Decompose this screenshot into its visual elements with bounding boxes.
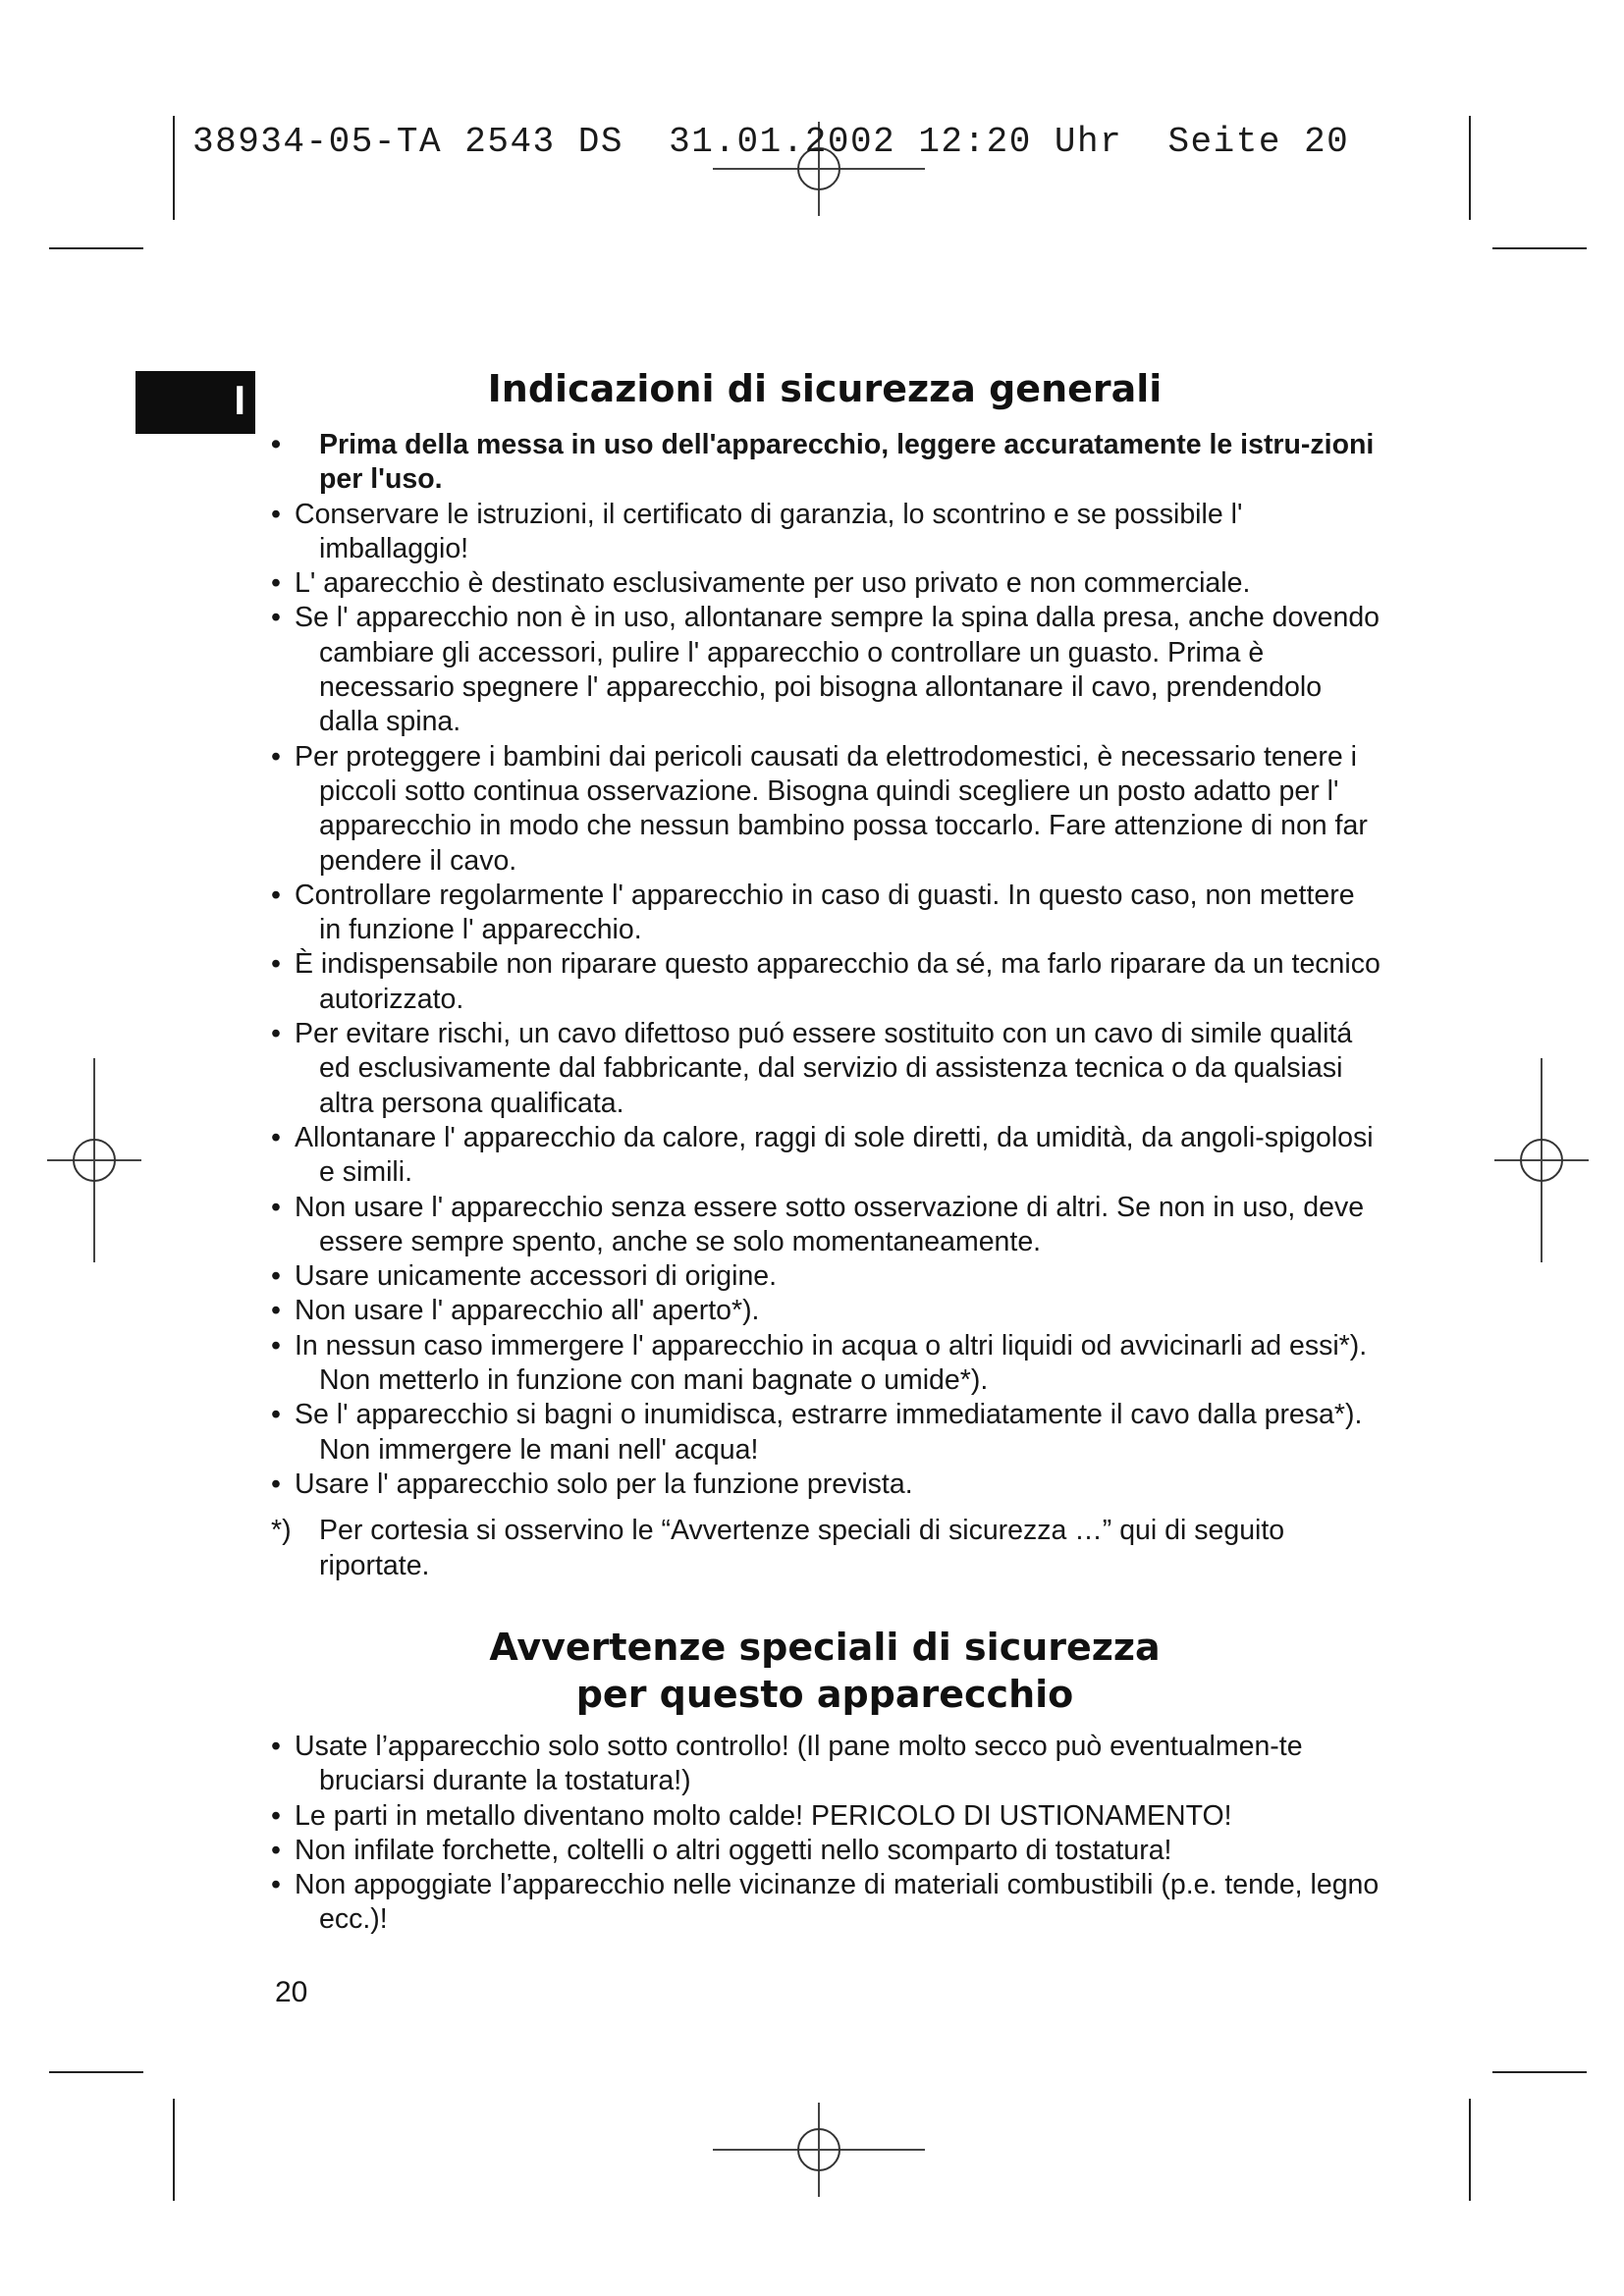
list-item: • Se l' apparecchio non è in uso, allontanare sempre la spina dalla presa, anche dovendo cambiare gli accessori, pulire l' apparecchio o controllare un guasto. Prima è necessario spegnere l' apparecchio, poi bisogna allontanare il cavo, prendendolo dalla spina. (271, 602, 1380, 738)
list-item: • Per evitare rischi, un cavo difettoso puó essere sostituito con un cavo di simile qualitá ed esclusivamente dal fabbricante, dal servizio di assistenza tecnica o da qualsiasi altra persona qualificata. (271, 1018, 1353, 1119)
crop-mark-left-top (49, 247, 143, 249)
section-title-line-1: Avvertenze speciali di sicurezza (489, 1626, 1161, 1669)
list-item: • Non usare l' apparecchio all' aperto*). (271, 1295, 760, 1327)
list-item: • Le parti in metallo diventano molto calde! PERICOLO DI USTIONAMENTO! (271, 1799, 1232, 1832)
registration-mark-left (47, 1113, 141, 1207)
list-item: • Allontanare l' apparecchio da calore, raggi di sole diretti, da umidità, da angoli-spigolosi e simili. (271, 1121, 1374, 1189)
printer-slug-line: 38934-05-TA 2543 DS 31.01.2002 12:20 Uhr Seite 20 (192, 122, 1350, 162)
footnote-marker: *) (271, 1515, 292, 1547)
list-item: • Usare unicamente accessori di origine. (271, 1260, 778, 1293)
list-item: • In nessun caso immergere l' apparecchio in acqua o altri liquidi od avvicinarli ad essi*). Non metterlo in funzione con mani bagnate o umide*). (271, 1329, 1368, 1397)
section-title-special-warnings (255, 1624, 1394, 1718)
section-title-line-2: per questo apparecchio (575, 1673, 1074, 1716)
list-item: • Non usare l' apparecchio senza essere sotto osservazione di altri. Se non in uso, deve essere sempre spento, anche se solo momentaneamente. (271, 1191, 1365, 1257)
list-item: • Per proteggere i bambini dai pericoli causati da elettrodomestici, è necessario tenere i piccoli sotto continua osservazione. Bisogna quindi scegliere un posto adatto per l' apparecchio in modo che nessun bambino possa toccarlo. Fare attenzione di non far pendere il cavo. (271, 740, 1368, 877)
crop-mark-left-bottom (49, 2071, 143, 2073)
section-title-general-safety: Indicazioni di sicurezza generali (487, 367, 1163, 410)
language-tab (135, 371, 255, 434)
page-number: 20 (275, 1976, 308, 2008)
registration-mark-bottom (772, 2103, 866, 2197)
crop-mark-top-right (1469, 116, 1471, 220)
list-item: • Conservare le istruzioni, il certificato di garanzia, lo scontrino e se possibile l' imballaggio! (271, 498, 1243, 564)
list-item: • Prima della messa in uso dell'apparecchio, leggere accuratamente le istru-zioni per l'uso. (271, 429, 1375, 496)
special-warnings-list (271, 1730, 1380, 1938)
list-item: • Usare l' apparecchio solo per la funzione prevista. (271, 1468, 913, 1500)
crop-mark-top-left (173, 116, 175, 220)
list-item: • Controllare regolarmente l' apparecchio in caso di guasti. In questo caso, non mettere in funzione l' apparecchio. (271, 879, 1355, 946)
list-item: • Non infilate forchette, coltelli o altri oggetti nello scomparto di tostatura! (271, 1834, 1172, 1866)
footnote: *) Per cortesia si osservino le “Avvertenze speciali di sicurezza …” qui di seguito riportate. (271, 1515, 1285, 1581)
crop-mark-right-bottom (1492, 2071, 1587, 2073)
crop-mark-bottom-right (1469, 2099, 1471, 2201)
crop-mark-bottom-left (173, 2099, 175, 2201)
crop-mark-right-top (1492, 247, 1587, 249)
list-item: • L' aparecchio è destinato esclusivamente per uso privato e non commerciale. (271, 567, 1251, 600)
language-tab-label: I (234, 377, 245, 423)
list-item: • Se l' apparecchio si bagni o inumidisca, estrarre immediatamente il cavo dalla presa*). Non immergere le mani nell' acqua! (271, 1399, 1363, 1466)
general-safety-list (271, 428, 1380, 1611)
list-item: • Non appoggiate l’apparecchio nelle vicinanze di materiali combustibili (p.e. tende, legno ecc.)! (271, 1869, 1380, 1936)
list-item: • È indispensabile non riparare questo apparecchio da sé, ma farlo riparare da un tecnico autorizzato. (271, 948, 1380, 1015)
registration-mark-right (1494, 1113, 1589, 1207)
list-item: • Usate l’apparecchio solo sotto controllo! (Il pane molto secco può eventualmen-te bruciarsi durante la tostatura!) (271, 1731, 1303, 1797)
